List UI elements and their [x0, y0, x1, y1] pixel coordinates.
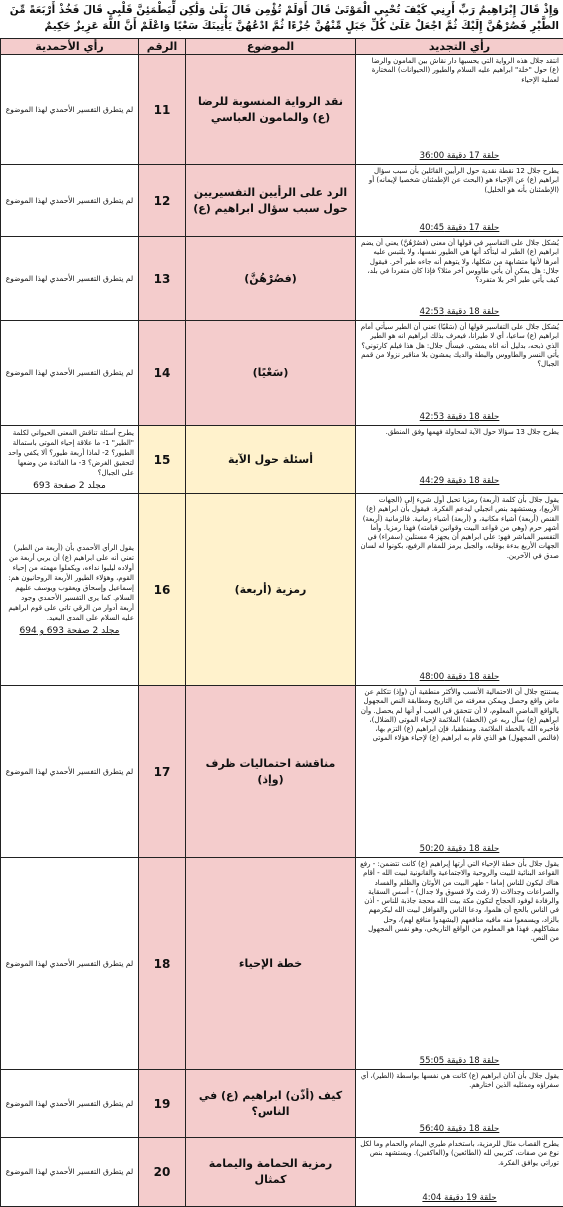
row-number: 17 [139, 686, 186, 858]
tajdid-text: يقول جلال بأن كلمة (أربعة) رمزيا تحيل أول شيء إلى (الجهات الأربع)، ويستشهد بنص انجيلي ليدعم الفكرة. فيقول بأن ابراهيم (ع) القنص (أربعة) أشياء مكانية، و (أربعة) أشياء زمانية. فالزمانية (أربعة) أشهر حرم (وهي من قواعد البيت وقوانين قيامته) فهذا رمزيا. وأما التفسير المباشر فهو: على ابراهيم أن يجهز 4 مستلين (سفراء) في الجهات الأربع بدءة بوقابه، والجبل يرمز للمقام الرفيع، بكونوا له لسان صدق في الآخرين. [356, 494, 563, 672]
tajdid-text: يطرح جلال 13 سؤالا حول الآية لمحاولة فهمها وفق المنطق. [356, 426, 563, 476]
episode-link[interactable]: حلقة 18 دقيقة 42:53 [356, 412, 563, 423]
tajdid-cell [356, 494, 563, 686]
table-row [1, 165, 563, 237]
row-number: 13 [139, 237, 186, 321]
header-topic: الموضوع [186, 39, 356, 55]
episode-link[interactable]: حلقة 18 دقيقة 55:05 [356, 1056, 563, 1067]
ahmadiyya-cell: لم يتطرق التفسير الأحمدي لهذا الموضوع [1, 321, 139, 426]
episode-link[interactable]: حلقة 18 دقيقة 44:29 [356, 476, 563, 487]
ahmadiyya-cell: لم يتطرق التفسير الأحمدي لهذا الموضوع [1, 686, 139, 858]
episode-link[interactable]: حلقة 18 دقيقة 48:00 [356, 672, 563, 683]
ahmadiyya-text: يقول الرأي الأحمدي بأن (أربعة من الطير) تعني أنه على ابراهيم (ع) أن يربي أربعة من أولاده ليلبوا نداءه، ويكملوا مهمته من إحياء القوم، وهؤلاء الطيور الأربعة الروحانيون هم: إسماعيل وإسحاق ويعقوب ويوسف عليهم السلام. كما يرى التفسير الأحمدي وجود أربعة أدوار من الرقي تاتي على قوم ابراهيم عليه السلام على المدى البعيد. [5, 543, 134, 623]
ahmadiyya-reference: مجلد 2 صفحة 693 [5, 481, 134, 491]
table-row [1, 321, 563, 426]
header-number: الرقم [139, 39, 186, 55]
tajdid-cell [356, 55, 563, 165]
ahmadiyya-cell: لم يتطرق التفسير الأحمدي لهذا الموضوع [1, 858, 139, 1070]
tajdid-text: انتقد جلال هذه الرواية التي يحسبها دار نقاش بين المامون والرضا (ع) حول "خلة" ابراهيم عليه السلام والطيور (الحيوانات) المختارة لعملية الإحياء [356, 55, 563, 151]
row-number: 19 [139, 1070, 186, 1138]
header-ahmadiyya: رأي الأحمدية [1, 39, 139, 55]
tajdid-cell [356, 1070, 563, 1138]
row-number: 15 [139, 426, 186, 494]
row-number: 11 [139, 55, 186, 165]
topic-cell: أسئلة حول الآية [186, 426, 356, 494]
ahmadiyya-cell: لم يتطرق التفسير الأحمدي لهذا الموضوع [1, 165, 139, 237]
ahmadiyya-reference: مجلد 2 صفحة 693 و 694 [5, 626, 134, 636]
topic-cell: الرد على الرأيين التفسيريين حول سبب سؤال ابراهيم (ع) [186, 165, 356, 237]
row-number: 14 [139, 321, 186, 426]
tajdid-cell [356, 686, 563, 858]
ahmadiyya-cell: لم يتطرق التفسير الأحمدي لهذا الموضوع [1, 1138, 139, 1207]
tajdid-cell [356, 858, 563, 1070]
episode-link[interactable]: حلقة 18 دقيقة 42:53 [356, 307, 563, 318]
ahmadiyya-cell: لم يتطرق التفسير الأحمدي لهذا الموضوع [1, 237, 139, 321]
tajdid-cell [356, 321, 563, 426]
comparison-table [0, 38, 563, 1207]
table-row [1, 1138, 563, 1207]
episode-link[interactable]: حلقة 18 دقيقة 56:40 [356, 1124, 563, 1135]
topic-cell: مناقشة احتماليات ظرف (وإذ) [186, 686, 356, 858]
topic-cell: نقد الرواية المنسوبة للرضا (ع) والمامون العباسي [186, 55, 356, 165]
episode-link[interactable]: حلقة 17 دقيقة 40:45 [356, 223, 563, 234]
row-number: 12 [139, 165, 186, 237]
topic-cell: (فصُرْهُنَّ) [186, 237, 356, 321]
verse-header: وَإِذْ قَالَ إِبْرَاهِيمُ رَبِّ أَرِنِي كَيْفَ تُحْيِي الْمَوْتَىٰ قَالَ أَوَلَمْ تُؤْمِن قَالَ بَلَىٰ وَلَٰكِن لِّيَطْمَئِنَّ قَلْبِي قَالَ فَخُذْ أَرْبَعَةً مِّنَ الطَّيْرِ فَصُرْهُنَّ إِلَيْكَ ثُمَّ اجْعَلْ عَلَىٰ كُلِّ جَبَلٍ مِّنْهُنَّ جُزْءًا ثُمَّ ادْعُهُنَّ يَأْتِينَكَ سَعْيًا وَاعْلَمْ أَنَّ اللَّهَ عَزِيزٌ حَكِيمٌ [0, 0, 563, 38]
episode-link[interactable]: حلقة 18 دقيقة 50:20 [356, 844, 563, 855]
table-row [1, 55, 563, 165]
ahmadiyya-cell: لم يتطرق التفسير الأحمدي لهذا الموضوع [1, 55, 139, 165]
row-number: 20 [139, 1138, 186, 1207]
table-row [1, 686, 563, 858]
tajdid-text: يستنتج جلال أن الاحتمالية الأنسب والأكثر منطقية أن (وإذ) تتكلم عن ماض واقع وحصل ويمكن معرفته من التاريخ ومطابقة النص المجهول بالواقع الماضي المعلوم، لا أن تتحقق في الغيب أو أنها لم يحصل. وأن ابراهيم (ع) سأل ربه عن (الخطة) الملائمة لإحياء الموتى (الضلال)، فأخبره الله بالخطة الملائمة. ومنطقيا، فإن ابراهيم (ع) التزم بها، (فالنص المجهول) هو الذي قام به ابراهيم (ع) لإحياء هؤلاء الموتى [356, 686, 563, 844]
episode-link[interactable]: حلقة 19 دقيقة 4:04 [356, 1193, 563, 1204]
topic-cell: خطة الإحياء [186, 858, 356, 1070]
table-row [1, 494, 563, 686]
tajdid-text: يطرح جلال 12 نقطة نقدية حول الرأيين القائلين بأن سبب سؤال ابراهيم (ع) عن الإحياء هو (البحث عن الإطمئنان شخصيا لإيمانه) أو (الإطمئنان بأنه هو الخليل) [356, 165, 563, 223]
topic-cell: كيف (أذّن) ابراهيم (ع) في الناس؟ [186, 1070, 356, 1138]
tajdid-text: يطرح القصاب مثال للرمزية، باستخدام طيري اليمام والحمام وما لكل نوع من صفات، كتربيي لله (الطائعين) و(العاكفين). ويستشهد بنص توراتي يوافق الفكرة. [356, 1138, 563, 1193]
tajdid-cell [356, 237, 563, 321]
tajdid-text: يقول جلال بأن آذان ابراهيم (ع) كانت هي نفسها بواسطة (الطير)، أي سفراؤه وممثليه الذين اختارهم. [356, 1070, 563, 1124]
table-row [1, 237, 563, 321]
header-tajdid: رأي التجديد [356, 39, 563, 55]
tajdid-cell [356, 426, 563, 494]
table-row [1, 858, 563, 1070]
row-number: 16 [139, 494, 186, 686]
table-header-row [1, 39, 563, 55]
topic-cell: رمزية (أربعة) [186, 494, 356, 686]
ahmadiyya-text: يطرح أسئلة تناقش المعنى الحيواني لكلمة "الطير" 1- ما علاقة إحياء الموتى باستمالة الطيور؟ 2- لماذا أربعة طيور؟ ألا يكفي واحد لتحقيق الغرض؟ 3- ما الفائدة من وضعها على الجبال؟ [5, 428, 134, 478]
ahmadiyya-cell [1, 426, 139, 494]
ahmadiyya-cell: لم يتطرق التفسير الأحمدي لهذا الموضوع [1, 1070, 139, 1138]
tajdid-cell [356, 1138, 563, 1207]
table-row [1, 426, 563, 494]
row-number: 18 [139, 858, 186, 1070]
tajdid-text: يُشكل جلال على التفاسير في قولها أن معنى (فصُرْهُنَّ) يعني أن يضم ابراهيم (ع) الطير له ليتأكد أنها هي الطيور نفسها، ولا يلتبس عليه أمرها لأنها متشابهة من شكلها، ولا يتوهم أنه جاءه طير آخر. فيقول جلال: هل يمكن أن يأتي طاووس آخر مثلا؟ فإذا كان متفردا في بلد، كيف يأتي طير آخر بلا متفرد؟ [356, 237, 563, 307]
tajdid-text: يقول جلال بأن خطة الإحياء التي أرتها إبراهيم (ع) كانت تتضمن: - رفع القواعد البنائية للبيت والروحية والاجتماعية والقانونية لبيت الله - أقام هناك ليكون للناس إماما - طهر البيت من الأوثان والظلم والفساد والصراعات وجدالات (لا رفث ولا فسوق ولا جدال) - أسس السقاية والرفادة لوفود الحجاج لتكون مكة بيت الله محجة جاذبة للناس - أذن في الناس بالحج أن هلموا، ودعا الناس والقوافل لبيت الله ليكرمهم بالزاد، ويسمعوا منه مافيه منافعهم (ليشهدوا منافع لهم)، وحل مشاكلهم. فهذا هو المعلوم من الواقع التاريخي، وهو نفس المجهول من النص. [356, 858, 563, 1056]
tajdid-cell [356, 165, 563, 237]
topic-cell: (سَعْيًا) [186, 321, 356, 426]
ahmadiyya-cell [1, 494, 139, 686]
table-row [1, 1070, 563, 1138]
episode-link[interactable]: حلقة 17 دقيقة 36:00 [356, 151, 563, 162]
topic-cell: رمزية الحمامة واليمامة كمثال [186, 1138, 356, 1207]
tajdid-text: يُشكل جلال على التفاسير قولها أن (سَعْيًا) تعني أن الطير سيأتي أمام ابراهيم (ع) ساعيا، أي لا طيرانا، فيعرف بذلك ابراهيم انه هو الطير الذي ذبحه، بدليل أنه اتاه يمشي. فيسأل جلال: هل هذا فيلم كارتوني؟ يأتي النسر والطاووس والبطة والديك يمشون بلا مناقير نزولا من قمم الجبال؟ [356, 321, 563, 412]
